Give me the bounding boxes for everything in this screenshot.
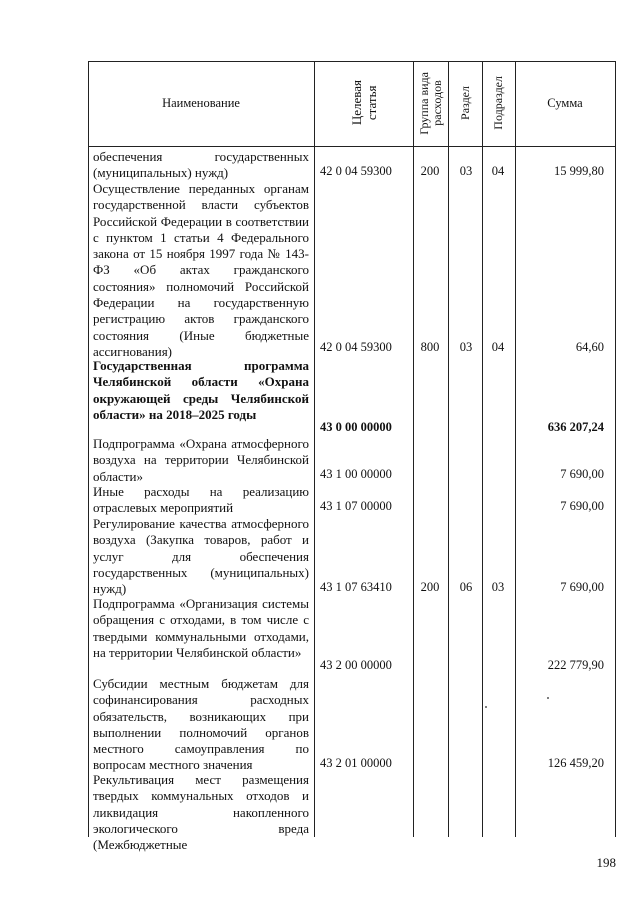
header-expense-group-cell — [413, 61, 448, 145]
row-section: 03 — [459, 340, 473, 354]
row-target-article: 43 1 07 63410 — [320, 580, 392, 594]
scan-speck — [485, 706, 487, 708]
row-target-article: 43 0 00 00000 — [320, 420, 392, 434]
header-name-cell — [88, 61, 314, 145]
row-name: Регулирование качества атмосферного воздуха (Закупка товаров, работ и услуг для обеспечения государственных (муниципальных) нужд) — [93, 516, 309, 597]
row-target-article: 43 2 00 00000 — [320, 658, 392, 672]
header-section-cell — [448, 61, 482, 145]
row-amount: 15 999,80 — [554, 164, 604, 178]
header-subsection-cell — [482, 61, 515, 145]
row-name: Иные расходы на реализацию отраслевых мероприятий — [93, 484, 309, 516]
row-name: Подпрограмма «Организация системы обращения с отходами, в том числе с твердыми коммунальными отходами, на территории Челябинской области» — [93, 596, 309, 660]
column-divider — [515, 61, 516, 837]
column-divider — [314, 61, 315, 837]
row-target-article: 43 1 00 00000 — [320, 467, 392, 481]
header-target-article-cell — [314, 61, 413, 145]
row-amount: 222 779,90 — [547, 658, 604, 672]
row-section: 03 — [459, 164, 473, 178]
column-divider — [615, 61, 616, 837]
row-target-article: 42 0 04 59300 — [320, 164, 392, 178]
header-amount-cell — [515, 61, 615, 145]
row-amount: 7 690,00 — [560, 467, 604, 481]
header-target-article: Целевая статья — [348, 80, 379, 126]
column-divider — [448, 61, 449, 837]
column-divider — [482, 61, 483, 837]
scan-speck — [547, 697, 549, 699]
row-name: Осуществление переданных органам государственной власти субъектов Российской Федерации в соответствии с пунктом 1 статьи 4 Федерального закона от 15 ноября 1997 года № 143-ФЗ «Об актах гражданского состояния» полномочий Российской Федерации на государственную регистрацию актов гражданского состояния (Иные бюджетные ассигнования) — [93, 181, 309, 359]
row-subsection: 04 — [491, 164, 505, 178]
row-amount: 7 690,00 — [560, 580, 604, 594]
row-target-article: 43 2 01 00000 — [320, 756, 392, 770]
row-name: Рекультивация мест размещения твердых коммунальных отходов и ликвидация накопленного экологического вреда (Межбюджетные — [93, 772, 309, 853]
row-subsection: 04 — [491, 340, 505, 354]
header-name: Наименование — [162, 95, 240, 110]
row-amount: 7 690,00 — [560, 499, 604, 513]
page-number: 198 — [596, 855, 616, 870]
row-amount: 64,60 — [575, 340, 604, 354]
row-target-article: 42 0 04 59300 — [320, 340, 392, 354]
row-name: Подпрограмма «Охрана атмосферного воздуха на территории Челябинской области» — [93, 436, 309, 484]
row-expense-group: 200 — [420, 164, 440, 178]
row-expense-group: 800 — [420, 340, 440, 354]
column-divider — [88, 61, 89, 837]
header-amount: Сумма — [547, 95, 583, 110]
row-subsection: 03 — [491, 580, 505, 594]
row-name: обеспечения государственных (муниципальных) нужд) — [93, 149, 309, 181]
header-subsection: Подраздел — [491, 76, 505, 130]
column-divider — [413, 61, 414, 837]
row-name: Государственная программа Челябинской области «Охрана окружающей среды Челябинской области» на 2018–2025 годы — [93, 358, 309, 422]
row-expense-group: 200 — [420, 580, 440, 594]
row-section: 06 — [459, 580, 473, 594]
row-amount: 636 207,24 — [547, 420, 604, 434]
row-name: Субсидии местным бюджетам для софинансирования расходных обязательств, возникающих при выполнении полномочий органов местного самоуправления по вопросам местного значения — [93, 676, 309, 773]
row-target-article: 43 1 07 00000 — [320, 499, 392, 513]
header-section: Раздел — [457, 86, 472, 120]
row-amount: 126 459,20 — [547, 756, 604, 770]
header-expense-group: Группа вида расходов — [416, 71, 444, 135]
